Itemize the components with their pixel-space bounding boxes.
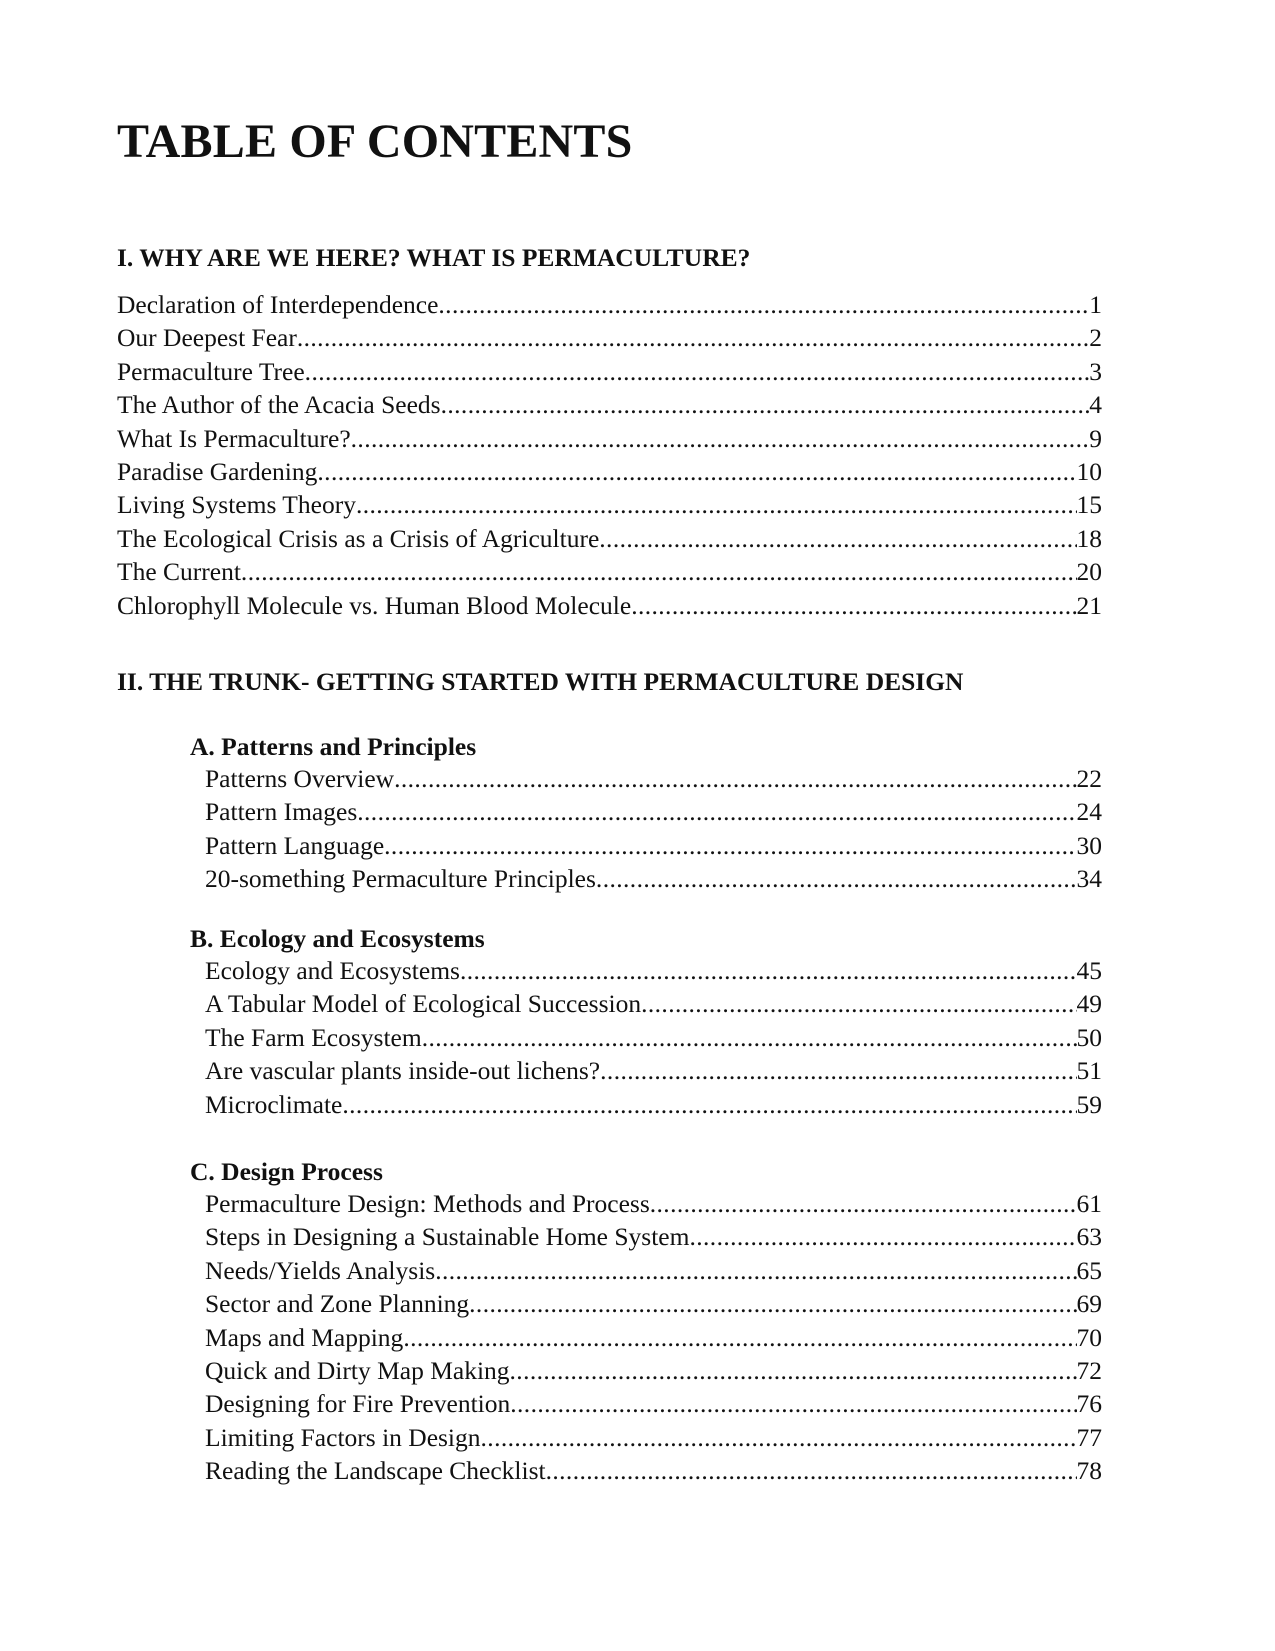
toc-entry-page: 59 — [1076, 1089, 1102, 1119]
toc-entry-title: Designing for Fire Prevention — [205, 1389, 511, 1419]
toc-entry-page: 4 — [1089, 390, 1102, 420]
dot-leader — [384, 829, 1076, 862]
toc-entry — [205, 762, 1102, 795]
toc-entry — [117, 488, 1102, 521]
toc-entry — [205, 1054, 1102, 1087]
toc-entry-title: Pattern Images — [205, 797, 358, 827]
toc-entry-page: 1 — [1089, 290, 1102, 319]
dot-leader — [600, 1054, 1076, 1087]
toc-entry-title: Quick and Dirty Map Making — [205, 1355, 510, 1385]
toc-entry-title: Sector and Zone Planning — [205, 1289, 470, 1319]
toc-entry — [205, 954, 1102, 987]
toc-entry-page: 78 — [1076, 1456, 1102, 1486]
dot-leader — [403, 1321, 1076, 1354]
toc-entry-title: Limiting Factors in Design — [205, 1422, 481, 1452]
toc-entry-page: 63 — [1076, 1222, 1102, 1252]
toc-entry — [205, 1220, 1102, 1253]
toc-list-section-1 — [117, 288, 1102, 622]
toc-entry-page: 61 — [1076, 1189, 1102, 1218]
dot-leader — [510, 1354, 1077, 1387]
toc-entry-title: Permaculture Tree — [117, 356, 305, 386]
toc-entry-page: 69 — [1076, 1289, 1102, 1319]
toc-list-subsection-c — [205, 1187, 1102, 1488]
toc-entry — [117, 355, 1102, 388]
subsection-heading-b: B. Ecology and Ecosystems — [190, 924, 485, 953]
toc-entry — [117, 589, 1102, 622]
dot-leader — [641, 987, 1076, 1020]
toc-entry — [117, 555, 1102, 588]
toc-entry-page: 51 — [1076, 1056, 1102, 1086]
toc-entry-title: Living Systems Theory — [117, 490, 356, 520]
section-heading-2: II. THE TRUNK- GETTING STARTED WITH PERMACULTURE DESIGN — [117, 667, 964, 696]
dot-leader — [351, 422, 1090, 455]
toc-entry-title: Our Deepest Fear — [117, 323, 297, 353]
dot-leader — [435, 1254, 1076, 1287]
toc-entry — [205, 862, 1102, 895]
toc-entry-title: The Author of the Acacia Seeds — [117, 390, 441, 420]
toc-entry-title: Steps in Designing a Sustainable Home System — [205, 1222, 690, 1252]
toc-entry-title: The Current — [117, 557, 241, 587]
toc-list-subsection-a — [205, 762, 1102, 896]
toc-entry-title: What Is Permaculture? — [117, 423, 351, 453]
toc-entry-title: Needs/Yields Analysis — [205, 1255, 436, 1285]
toc-entry — [205, 1354, 1102, 1387]
toc-entry-title: Maps and Mapping — [205, 1322, 404, 1352]
toc-entry-title: Ecology and Ecosystems — [205, 956, 460, 985]
toc-entry-title: The Farm Ecosystem — [205, 1022, 422, 1052]
page-title: TABLE OF CONTENTS — [117, 115, 633, 168]
toc-entry-title: Reading the Landscape Checklist — [205, 1456, 546, 1486]
toc-entry-title: Paradise Gardening — [117, 456, 318, 486]
toc-entry — [117, 321, 1102, 354]
toc-entry-page: 50 — [1076, 1022, 1102, 1052]
toc-entry — [205, 1287, 1102, 1320]
dot-leader — [689, 1220, 1076, 1253]
toc-entry-page: 49 — [1076, 989, 1102, 1019]
dot-leader — [438, 288, 1089, 321]
dot-leader — [510, 1387, 1076, 1420]
toc-entry-page: 70 — [1076, 1322, 1102, 1352]
toc-entry-title: The Ecological Crisis as a Crisis of Agriculture — [117, 523, 600, 553]
dot-leader — [317, 455, 1076, 488]
toc-entry-page: 3 — [1089, 356, 1102, 386]
toc-entry — [205, 1187, 1102, 1220]
toc-entry — [205, 829, 1102, 862]
toc-entry-page: 30 — [1076, 830, 1102, 860]
toc-entry-title: Chlorophyll Molecule vs. Human Blood Molecule — [117, 590, 632, 620]
dot-leader — [305, 355, 1090, 388]
toc-entry-page: 22 — [1076, 764, 1102, 793]
toc-entry — [205, 1454, 1102, 1487]
toc-entry — [205, 795, 1102, 828]
dot-leader — [357, 795, 1076, 828]
subsection-heading-c: C. Design Process — [190, 1157, 383, 1186]
dot-leader — [481, 1421, 1077, 1454]
toc-entry — [205, 1421, 1102, 1454]
toc-entry-page: 34 — [1076, 864, 1102, 894]
dot-leader — [631, 589, 1076, 622]
toc-entry-title: A Tabular Model of Ecological Succession — [205, 989, 642, 1019]
dot-leader — [342, 1088, 1076, 1121]
toc-entry-page: 24 — [1076, 797, 1102, 827]
toc-entry — [117, 388, 1102, 421]
toc-entry-title: Patterns Overview — [205, 764, 395, 793]
toc-entry — [205, 1021, 1102, 1054]
toc-entry-title: Microclimate — [205, 1089, 343, 1119]
toc-entry-page: 45 — [1076, 956, 1102, 985]
toc-entry — [205, 1088, 1102, 1121]
toc-entry-page: 21 — [1076, 590, 1102, 620]
toc-entry-title: Declaration of Interdependence — [117, 290, 439, 319]
toc-entry-page: 2 — [1089, 323, 1102, 353]
toc-entry-title: Pattern Language — [205, 830, 385, 860]
toc-entry-page: 65 — [1076, 1255, 1102, 1285]
toc-entry — [205, 987, 1102, 1020]
dot-leader — [546, 1454, 1077, 1487]
toc-entry-page: 15 — [1076, 490, 1102, 520]
toc-list-subsection-b — [205, 954, 1102, 1121]
dot-leader — [596, 862, 1077, 895]
toc-entry — [205, 1321, 1102, 1354]
dot-leader — [441, 388, 1090, 421]
dot-leader — [422, 1021, 1077, 1054]
toc-entry-page: 77 — [1076, 1422, 1102, 1452]
dot-leader — [469, 1287, 1076, 1320]
toc-entry-title: 20-something Permaculture Principles — [205, 864, 596, 894]
toc-entry — [117, 455, 1102, 488]
dot-leader — [356, 488, 1077, 521]
toc-entry — [117, 422, 1102, 455]
toc-entry-title: Permaculture Design: Methods and Process — [205, 1189, 650, 1218]
toc-entry-page: 20 — [1076, 557, 1102, 587]
toc-entry — [205, 1387, 1102, 1420]
dot-leader — [599, 522, 1076, 555]
toc-entry — [205, 1254, 1102, 1287]
toc-entry-page: 76 — [1076, 1389, 1102, 1419]
dot-leader — [241, 555, 1077, 588]
dot-leader — [460, 954, 1077, 987]
toc-entry-page: 10 — [1076, 456, 1102, 486]
toc-entry-page: 72 — [1076, 1355, 1102, 1385]
toc-entry-title: Are vascular plants inside-out lichens? — [205, 1056, 601, 1086]
subsection-heading-a: A. Patterns and Principles — [190, 732, 477, 761]
toc-entry-page: 18 — [1076, 523, 1102, 553]
toc-entry — [117, 288, 1102, 321]
toc-entry — [117, 522, 1102, 555]
dot-leader — [297, 321, 1089, 354]
dot-leader — [394, 762, 1076, 795]
toc-entry-page: 9 — [1089, 423, 1102, 453]
dot-leader — [650, 1187, 1077, 1220]
section-heading-1: I. WHY ARE WE HERE? WHAT IS PERMACULTURE? — [117, 243, 751, 272]
